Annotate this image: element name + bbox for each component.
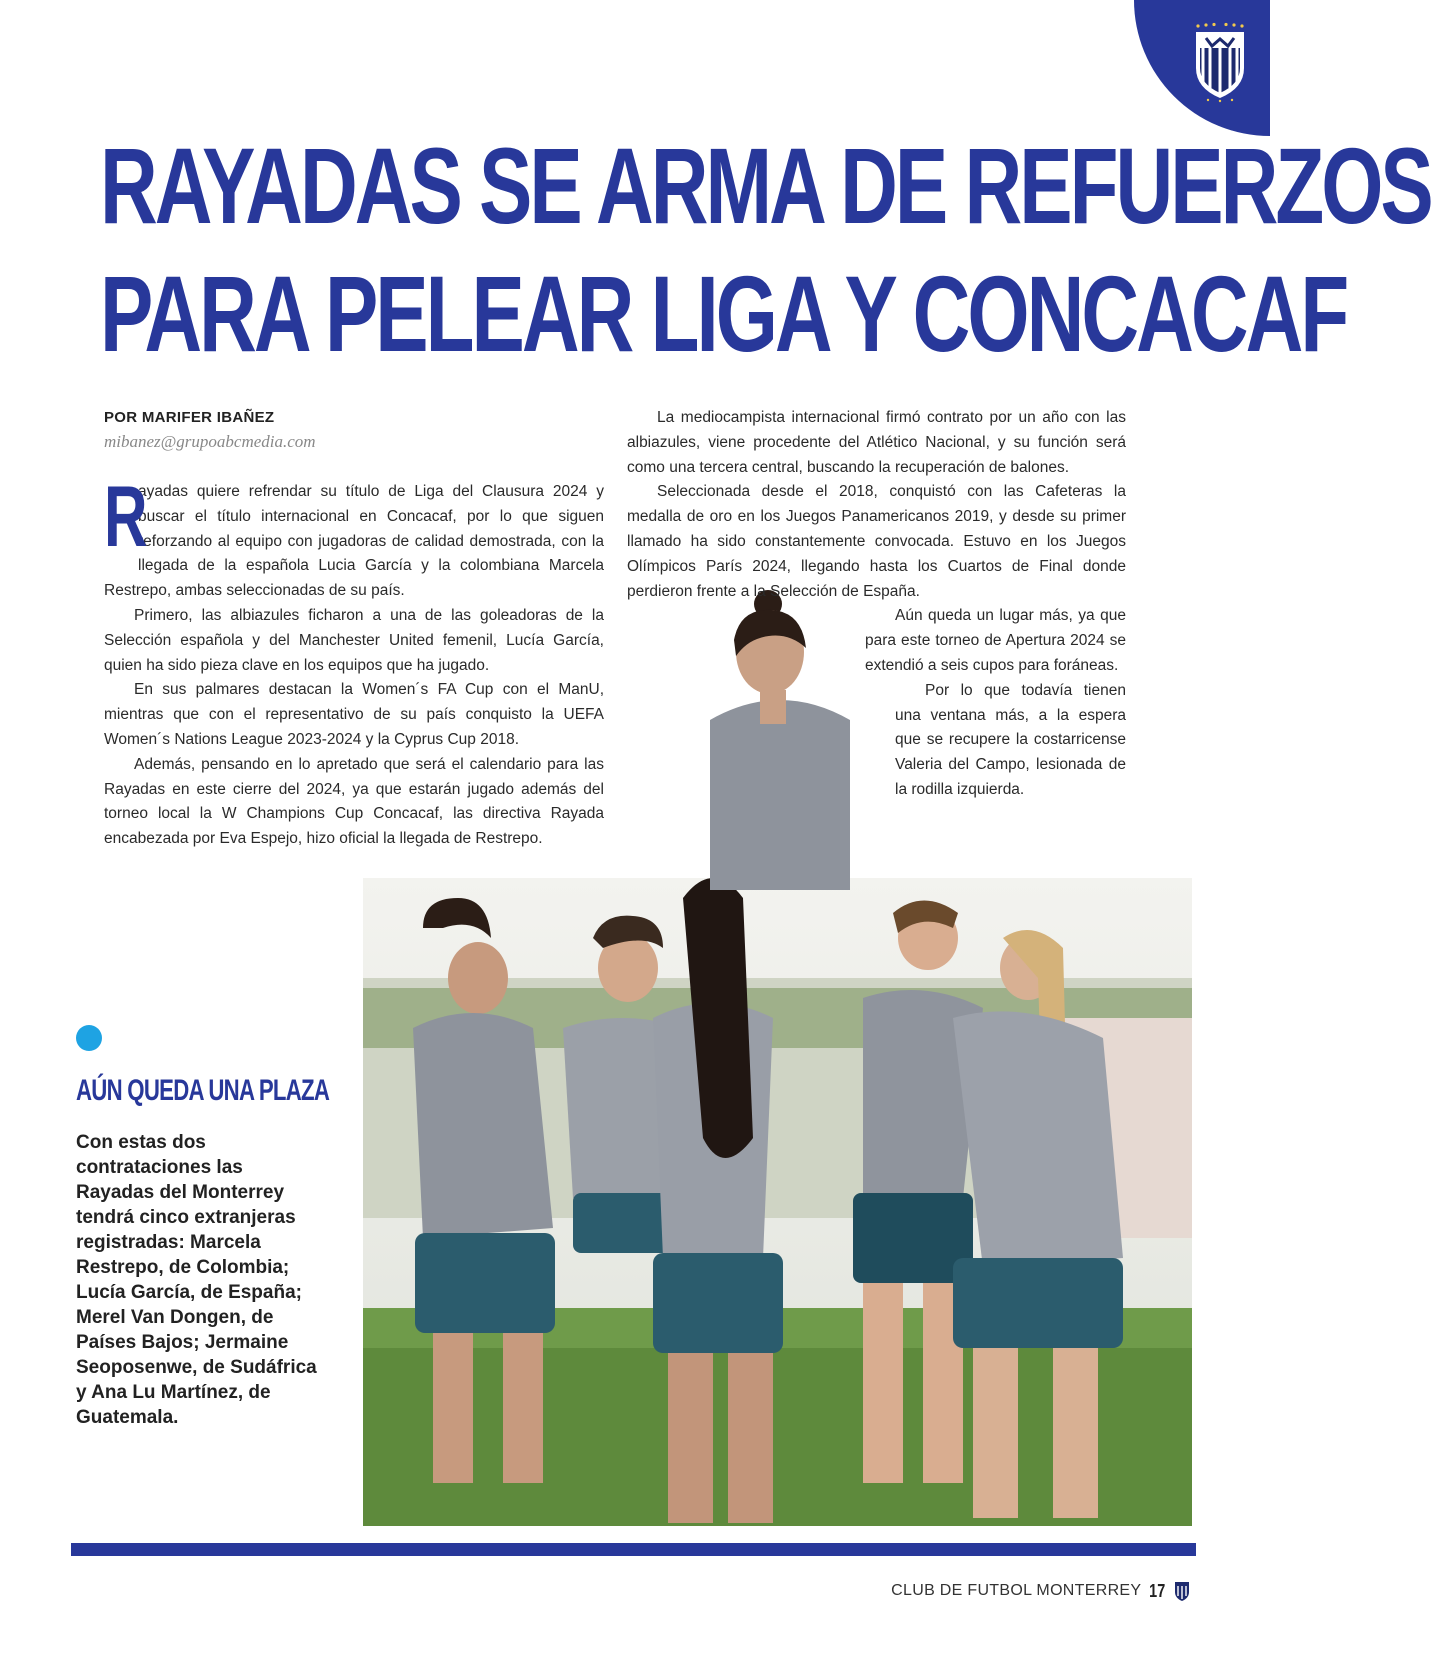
article-paragraph: Por lo que todavía tienen una ventana más, a la espera que se recupere la costarricense Valeria del Campo, lesionada de la rodilla izquierda. bbox=[895, 681, 1126, 798]
dropcap: R bbox=[104, 469, 148, 565]
article-paragraph: Seleccionada desde el 2018, conquistó con las Cafeteras la medalla de oro en los Juegos Panamericanos 2019, y desde su primer llamado ha sido constantemente convocada. Estuvo en los Juegos Olímpicos París 2024, llegando hasta los Cuartos de Final donde perdieron frente a la Selección de España. bbox=[627, 483, 1126, 600]
page-footer bbox=[891, 1580, 1190, 1602]
article-paragraph: Además, pensando en lo apretado que será el calendario para las Rayadas en este cierre del 2024, ya que estarán jugado además del torneo local la W Champions Cup Concacaf, las directiva Rayada encabezada por Eva Espejo, hizo oficial la llegada de Restrepo. bbox=[104, 755, 604, 848]
article-paragraph: En sus palmares destacan la Women´s FA Cup con el ManU, mientras que con el representativo de su país conquisto la UEFA Women´s Nations League 2023-2024 y la Cyprus Cup 2018. bbox=[104, 681, 604, 748]
footer-club-name: CLUB DE FUTBOL MONTERREY bbox=[891, 1582, 1142, 1599]
team-celebration-photo bbox=[363, 878, 1192, 1526]
footer-rule bbox=[71, 1543, 1196, 1556]
article-paragraph: R ayadas quiere refrendar su título de Liga del Clausura 2024 y buscar el título internacional en Concacaf, por lo que siguen reforzando al equipo con jugadoras de calidad demostrada, con la llegada de la española Lucia García y la colombiana Marcela Restrepo, ambas seleccionadas de su país. bbox=[104, 469, 604, 600]
headline-line-2: PARA PELEAR LIGA Y CONCACAF bbox=[100, 253, 1347, 374]
byline-author: POR MARIFER IBAÑEZ bbox=[104, 409, 275, 426]
footer-crest-icon bbox=[1174, 1580, 1190, 1602]
page-number: 17 bbox=[1149, 1580, 1166, 1601]
sidebar-text: Con estas dos contrataciones las Rayadas del Monterrey tendrá cinco extranjeras registradas: Marcela Restrepo, de Colombia; Lucía García, de España; Merel Van Dongen, de Países Bajos; Jermaine Seoposenwe, de Sudáfrica y Ana Lu Martínez, de Guatemala. bbox=[76, 1132, 317, 1428]
sidebar-heading: AÚN QUEDA UNA PLAZA bbox=[76, 1074, 330, 1107]
headline bbox=[100, 122, 1431, 378]
article-column-right bbox=[627, 406, 1126, 803]
article-paragraph: La mediocampista internacional firmó contrato por un año con las albiazules, viene procedente del Atlético Nacional, y su función será como una tercera central, buscando la recuperación de balones. bbox=[627, 409, 1126, 476]
photo-illustration bbox=[363, 878, 1192, 1526]
article-column-left bbox=[104, 469, 604, 852]
corner-badge bbox=[1134, 0, 1270, 136]
monterrey-crest-icon bbox=[1192, 22, 1248, 102]
dot-icon bbox=[76, 1025, 102, 1051]
headline-line-1: RAYADAS SE ARMA DE REFUERZOS bbox=[100, 125, 1431, 246]
article-paragraph: Primero, las albiazules ficharon a una de las goleadoras de la Selección española y del Manchester United femenil, Lucía García, quien ha sido pieza clave en los equipos que ha jugado. bbox=[104, 606, 604, 674]
article-paragraph: Aún queda un lugar más, ya que para este torneo de Apertura 2024 se extendió a seis cupos para foráneas. bbox=[865, 607, 1126, 674]
byline-email[interactable]: mibanez@grupoabcmedia.com bbox=[104, 432, 316, 451]
